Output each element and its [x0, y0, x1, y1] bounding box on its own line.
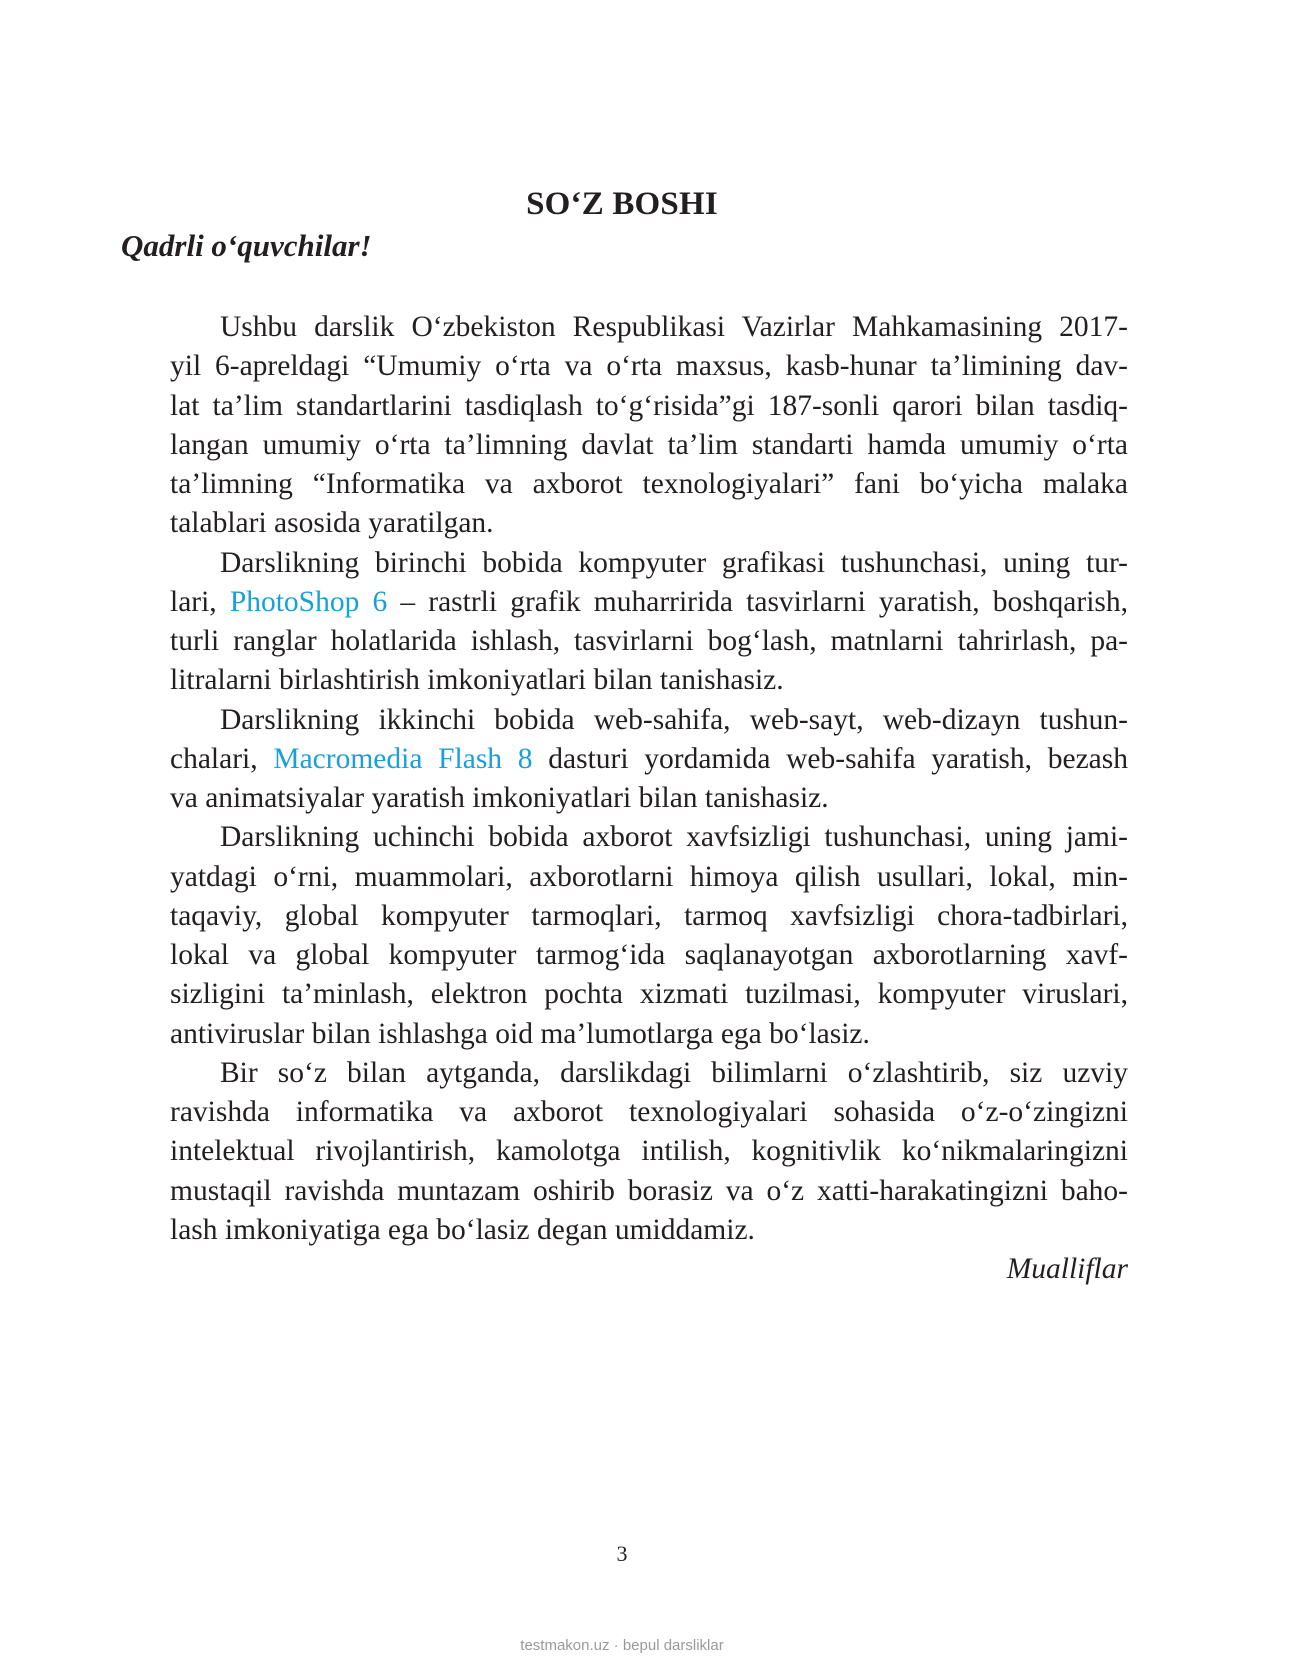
text-line-with-highlight	[120, 583, 1128, 622]
page-title: SO‘Z BOSHI	[526, 186, 718, 222]
text-line: Bir so‘z bilan aytganda, darslikdagi bilimlarni o‘zlashtirib, siz uzviy	[220, 1056, 1128, 1089]
text-line: intelektual rivojlantirish, kamolotga intilish, kognitivlik ko‘nikmalaringizni	[170, 1135, 1128, 1168]
text-line-with-highlight	[120, 740, 1128, 779]
text-line: va animatsiyalar yaratish imkoniyatlari bilan tanishasiz.	[170, 782, 829, 814]
text-line: ravishda informatika va axborot texnologiyalari sohasida o‘z-o‘zingizni	[170, 1096, 1128, 1128]
paragraph-1	[120, 308, 1128, 544]
text-line: lash imkoniyatiga ega bo‘lasiz degan umiddamiz.	[170, 1213, 755, 1246]
text-line: lat ta’lim standartlarini tasdiqlash to‘g‘risida”gi 187-sonli qarori bilan tasdiq-	[170, 389, 1128, 422]
text-line: talablari asosida yaratilgan.	[170, 507, 494, 540]
greeting: Qadrli o‘quvchilar!	[121, 228, 372, 263]
highlight-photoshop: PhotoShop 6	[229, 585, 388, 618]
text-line: sizligini ta’minlash, elektron pochta xizmati tuzilmasi, kompyuter viruslari,	[170, 978, 1128, 1011]
highlight-macromedia-flash: Macromedia Flash 8	[273, 742, 533, 775]
paragraph-5	[120, 1054, 1128, 1250]
paragraph-3	[120, 701, 1128, 819]
page-number: 3	[616, 1541, 628, 1566]
text-line: antiviruslar bilan ishlashga oid ma’lumotlarga ega bo‘lasiz.	[170, 1017, 870, 1050]
body-text	[120, 308, 1128, 1250]
text-line: mustaqil ravishda muntazam oshirib borasiz va o‘z xatti-harakatingizni baho-	[170, 1174, 1128, 1207]
text-line: lokal va global kompyuter tarmog‘ida saqlanayotgan axborotlarning xavf-	[170, 939, 1128, 971]
text-line: Darslikning birinchi bobida kompyuter grafikasi tushunchasi, uning tur-	[220, 546, 1128, 579]
paragraph-4	[120, 818, 1128, 1054]
text-line: Darslikning uchinchi bobida axborot xavfsizligi tushunchasi, uning jami-	[220, 821, 1128, 854]
text-line: Ushbu darslik O‘zbekiston Respublikasi Vazirlar Mahkamasining 2017-	[220, 311, 1128, 343]
paragraph-2	[120, 544, 1128, 701]
text-line: yil 6-apreldagi “Umumiy o‘rta va o‘rta maxsus, kasb-hunar ta’limining dav-	[170, 350, 1128, 383]
text-segment: lari,	[170, 585, 230, 618]
text-line: langan umumiy o‘rta ta’limning davlat ta’lim standarti hamda umumiy o‘rta	[170, 428, 1128, 461]
text-segment: chalari,	[170, 742, 274, 775]
watermark: testmakon.uz · bepul darsliklar	[520, 1637, 724, 1654]
text-segment: dasturi yordamida web-sahifa yaratish, bezash	[532, 742, 1128, 775]
text-line: taqaviy, global kompyuter tarmoqlari, tarmoq xavfsizligi chora-tadbirlari,	[170, 899, 1128, 932]
text-line: litralarni birlashtirish imkoniyatlari bilan tanishasiz.	[170, 664, 784, 697]
signature: Mualliflar	[1006, 1253, 1128, 1285]
text-segment: – rastrli grafik muharririda tasvirlarni yaratish, boshqarish,	[387, 585, 1128, 618]
text-line: Darslikning ikkinchi bobida web-sahifa, web-sayt, web-dizayn tushun-	[220, 703, 1128, 736]
text-line: turli ranglar holatlarida ishlash, tasvirlarni bog‘lash, matnlarni tahrirlash, pa-	[170, 625, 1128, 657]
text-line: yatdagi o‘rni, muammolari, axborotlarni himoya qilish usullari, lokal, min-	[170, 860, 1128, 893]
text-line: ta’limning “Informatika va axborot texnologiyalari” fani bo‘yicha malaka	[170, 468, 1128, 500]
